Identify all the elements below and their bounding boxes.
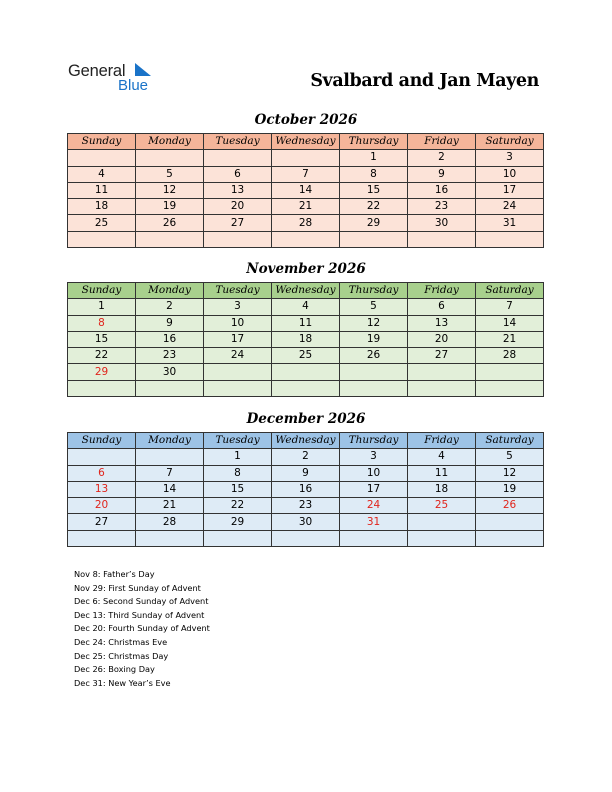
empty-day-cell xyxy=(408,514,476,530)
empty-day-cell xyxy=(68,150,136,166)
holiday-note: Dec 25: Christmas Day xyxy=(74,650,169,661)
weekday-header: Wednesday xyxy=(272,283,340,299)
holiday-note: Nov 29: First Sunday of Advent xyxy=(74,582,201,593)
day-cell: 25 xyxy=(408,498,476,514)
day-cell: 22 xyxy=(340,199,408,215)
empty-day-cell xyxy=(408,380,476,396)
weekday-header-row xyxy=(68,283,544,299)
day-cell: 18 xyxy=(272,331,340,347)
day-cell: 12 xyxy=(476,465,544,481)
week-row xyxy=(68,449,544,465)
logo-text-blue: Blue xyxy=(118,77,149,94)
empty-day-cell xyxy=(136,530,204,546)
day-cell: 1 xyxy=(340,150,408,166)
holiday-note: Nov 8: Father’s Day xyxy=(74,569,155,579)
weekday-header: Monday xyxy=(136,283,204,299)
day-cell: 14 xyxy=(136,481,204,497)
weekday-header: Saturday xyxy=(476,283,544,299)
empty-day-cell xyxy=(408,364,476,380)
day-cell: 2 xyxy=(136,299,204,315)
day-cell: 26 xyxy=(340,348,408,364)
empty-day-cell xyxy=(204,150,272,166)
day-cell: 6 xyxy=(68,465,136,481)
week-row xyxy=(68,481,544,497)
brand-logo xyxy=(68,60,168,96)
day-cell: 22 xyxy=(204,498,272,514)
day-cell: 28 xyxy=(136,514,204,530)
day-cell: 8 xyxy=(204,465,272,481)
weekday-header: Friday xyxy=(408,283,476,299)
day-cell: 29 xyxy=(204,514,272,530)
holiday-note: Dec 6: Second Sunday of Advent xyxy=(74,596,209,607)
weekday-header-row xyxy=(68,433,544,449)
day-cell: 16 xyxy=(272,481,340,497)
day-cell: 15 xyxy=(68,331,136,347)
day-cell: 14 xyxy=(476,315,544,331)
day-cell: 25 xyxy=(272,348,340,364)
week-row xyxy=(68,380,544,396)
country-title: Svalbard and Jan Mayen xyxy=(310,71,539,91)
weekday-header: Friday xyxy=(408,433,476,449)
week-row xyxy=(68,231,544,247)
day-cell: 30 xyxy=(408,215,476,231)
day-cell: 1 xyxy=(68,299,136,315)
day-cell: 16 xyxy=(408,182,476,198)
empty-day-cell xyxy=(476,514,544,530)
weekday-header: Monday xyxy=(136,433,204,449)
week-row xyxy=(68,215,544,231)
holiday-note: Dec 13: Third Sunday of Advent xyxy=(74,609,205,620)
day-cell: 10 xyxy=(476,166,544,182)
day-cell: 9 xyxy=(136,315,204,331)
day-cell: 24 xyxy=(476,199,544,215)
day-cell: 5 xyxy=(136,166,204,182)
empty-day-cell xyxy=(476,231,544,247)
week-row xyxy=(68,348,544,364)
calendar-december xyxy=(67,432,544,547)
empty-day-cell xyxy=(136,231,204,247)
day-cell: 3 xyxy=(204,299,272,315)
day-cell: 18 xyxy=(68,199,136,215)
day-cell: 29 xyxy=(68,364,136,380)
day-cell: 12 xyxy=(340,315,408,331)
empty-day-cell xyxy=(476,530,544,546)
weekday-header: Tuesday xyxy=(204,433,272,449)
day-cell: 8 xyxy=(340,166,408,182)
empty-day-cell xyxy=(204,380,272,396)
day-cell: 18 xyxy=(408,481,476,497)
day-cell: 23 xyxy=(272,498,340,514)
week-row xyxy=(68,150,544,166)
day-cell: 4 xyxy=(408,449,476,465)
day-cell: 2 xyxy=(272,449,340,465)
day-cell: 12 xyxy=(136,182,204,198)
day-cell: 5 xyxy=(476,449,544,465)
empty-day-cell xyxy=(272,530,340,546)
empty-day-cell xyxy=(68,530,136,546)
empty-day-cell xyxy=(68,231,136,247)
month-title-november: November 2026 xyxy=(246,261,366,277)
day-cell: 26 xyxy=(136,215,204,231)
day-cell: 4 xyxy=(68,166,136,182)
empty-day-cell xyxy=(204,530,272,546)
day-cell: 20 xyxy=(68,498,136,514)
weekday-header: Monday xyxy=(136,134,204,150)
day-cell: 31 xyxy=(476,215,544,231)
day-cell: 27 xyxy=(204,215,272,231)
weekday-header-row xyxy=(68,134,544,150)
empty-day-cell xyxy=(272,364,340,380)
day-cell: 28 xyxy=(272,215,340,231)
day-cell: 11 xyxy=(272,315,340,331)
day-cell: 28 xyxy=(476,348,544,364)
week-row xyxy=(68,331,544,347)
day-cell: 13 xyxy=(204,182,272,198)
logo-text-general: General xyxy=(68,62,126,80)
weekday-header: Thursday xyxy=(340,433,408,449)
day-cell: 19 xyxy=(340,331,408,347)
day-cell: 21 xyxy=(476,331,544,347)
empty-day-cell xyxy=(136,150,204,166)
empty-day-cell xyxy=(204,231,272,247)
day-cell: 21 xyxy=(272,199,340,215)
empty-day-cell xyxy=(272,150,340,166)
day-cell: 10 xyxy=(204,315,272,331)
day-cell: 30 xyxy=(136,364,204,380)
empty-day-cell xyxy=(272,231,340,247)
day-cell: 1 xyxy=(204,449,272,465)
weekday-header: Sunday xyxy=(68,433,136,449)
holiday-note: Dec 26: Boxing Day xyxy=(74,664,155,675)
day-cell: 16 xyxy=(136,331,204,347)
day-cell: 9 xyxy=(272,465,340,481)
day-cell: 15 xyxy=(204,481,272,497)
week-row xyxy=(68,498,544,514)
week-row xyxy=(68,530,544,546)
empty-day-cell xyxy=(340,380,408,396)
calendar-november xyxy=(67,282,544,397)
day-cell: 25 xyxy=(68,215,136,231)
day-cell: 19 xyxy=(136,199,204,215)
day-cell: 27 xyxy=(408,348,476,364)
holiday-note: Dec 31: New Year’s Eve xyxy=(74,677,171,688)
day-cell: 9 xyxy=(408,166,476,182)
day-cell: 4 xyxy=(272,299,340,315)
weekday-header: Saturday xyxy=(476,433,544,449)
weekday-header: Thursday xyxy=(340,283,408,299)
empty-day-cell xyxy=(68,380,136,396)
day-cell: 11 xyxy=(408,465,476,481)
day-cell: 23 xyxy=(408,199,476,215)
day-cell: 21 xyxy=(136,498,204,514)
day-cell: 20 xyxy=(204,199,272,215)
day-cell: 6 xyxy=(204,166,272,182)
day-cell: 24 xyxy=(204,348,272,364)
empty-day-cell xyxy=(136,380,204,396)
day-cell: 31 xyxy=(340,514,408,530)
empty-day-cell xyxy=(340,364,408,380)
day-cell: 10 xyxy=(340,465,408,481)
holiday-notes xyxy=(74,568,210,690)
day-cell: 5 xyxy=(340,299,408,315)
day-cell: 23 xyxy=(136,348,204,364)
empty-day-cell xyxy=(340,530,408,546)
day-cell: 17 xyxy=(340,481,408,497)
month-title-october: October 2026 xyxy=(254,112,358,128)
weekday-header: Wednesday xyxy=(272,433,340,449)
empty-day-cell xyxy=(408,530,476,546)
empty-day-cell xyxy=(408,231,476,247)
day-cell: 19 xyxy=(476,481,544,497)
day-cell: 29 xyxy=(340,215,408,231)
day-cell: 24 xyxy=(340,498,408,514)
holiday-note: Dec 20: Fourth Sunday of Advent xyxy=(74,623,210,634)
day-cell: 11 xyxy=(68,182,136,198)
day-cell: 13 xyxy=(68,481,136,497)
day-cell: 3 xyxy=(340,449,408,465)
week-row xyxy=(68,465,544,481)
day-cell: 30 xyxy=(272,514,340,530)
empty-day-cell xyxy=(476,380,544,396)
weekday-header: Sunday xyxy=(68,283,136,299)
weekday-header: Wednesday xyxy=(272,134,340,150)
weekday-header: Saturday xyxy=(476,134,544,150)
week-row xyxy=(68,299,544,315)
day-cell: 17 xyxy=(476,182,544,198)
day-cell: 6 xyxy=(408,299,476,315)
week-row xyxy=(68,182,544,198)
week-row xyxy=(68,364,544,380)
empty-day-cell xyxy=(136,449,204,465)
week-row xyxy=(68,199,544,215)
weekday-header: Tuesday xyxy=(204,283,272,299)
empty-day-cell xyxy=(272,380,340,396)
weekday-header: Tuesday xyxy=(204,134,272,150)
weekday-header: Friday xyxy=(408,134,476,150)
day-cell: 22 xyxy=(68,348,136,364)
day-cell: 17 xyxy=(204,331,272,347)
empty-day-cell xyxy=(68,449,136,465)
calendar-october xyxy=(67,133,544,248)
day-cell: 15 xyxy=(340,182,408,198)
weekday-header: Thursday xyxy=(340,134,408,150)
holiday-note: Dec 24: Christmas Eve xyxy=(74,636,168,647)
month-title-december: December 2026 xyxy=(246,411,366,427)
day-cell: 7 xyxy=(476,299,544,315)
week-row xyxy=(68,315,544,331)
day-cell: 2 xyxy=(408,150,476,166)
logo-flag-icon xyxy=(135,63,151,76)
day-cell: 13 xyxy=(408,315,476,331)
day-cell: 26 xyxy=(476,498,544,514)
day-cell: 3 xyxy=(476,150,544,166)
weekday-header: Sunday xyxy=(68,134,136,150)
empty-day-cell xyxy=(476,364,544,380)
day-cell: 27 xyxy=(68,514,136,530)
day-cell: 7 xyxy=(136,465,204,481)
week-row xyxy=(68,514,544,530)
week-row xyxy=(68,166,544,182)
empty-day-cell xyxy=(340,231,408,247)
empty-day-cell xyxy=(204,364,272,380)
day-cell: 20 xyxy=(408,331,476,347)
day-cell: 14 xyxy=(272,182,340,198)
day-cell: 8 xyxy=(68,315,136,331)
day-cell: 7 xyxy=(272,166,340,182)
